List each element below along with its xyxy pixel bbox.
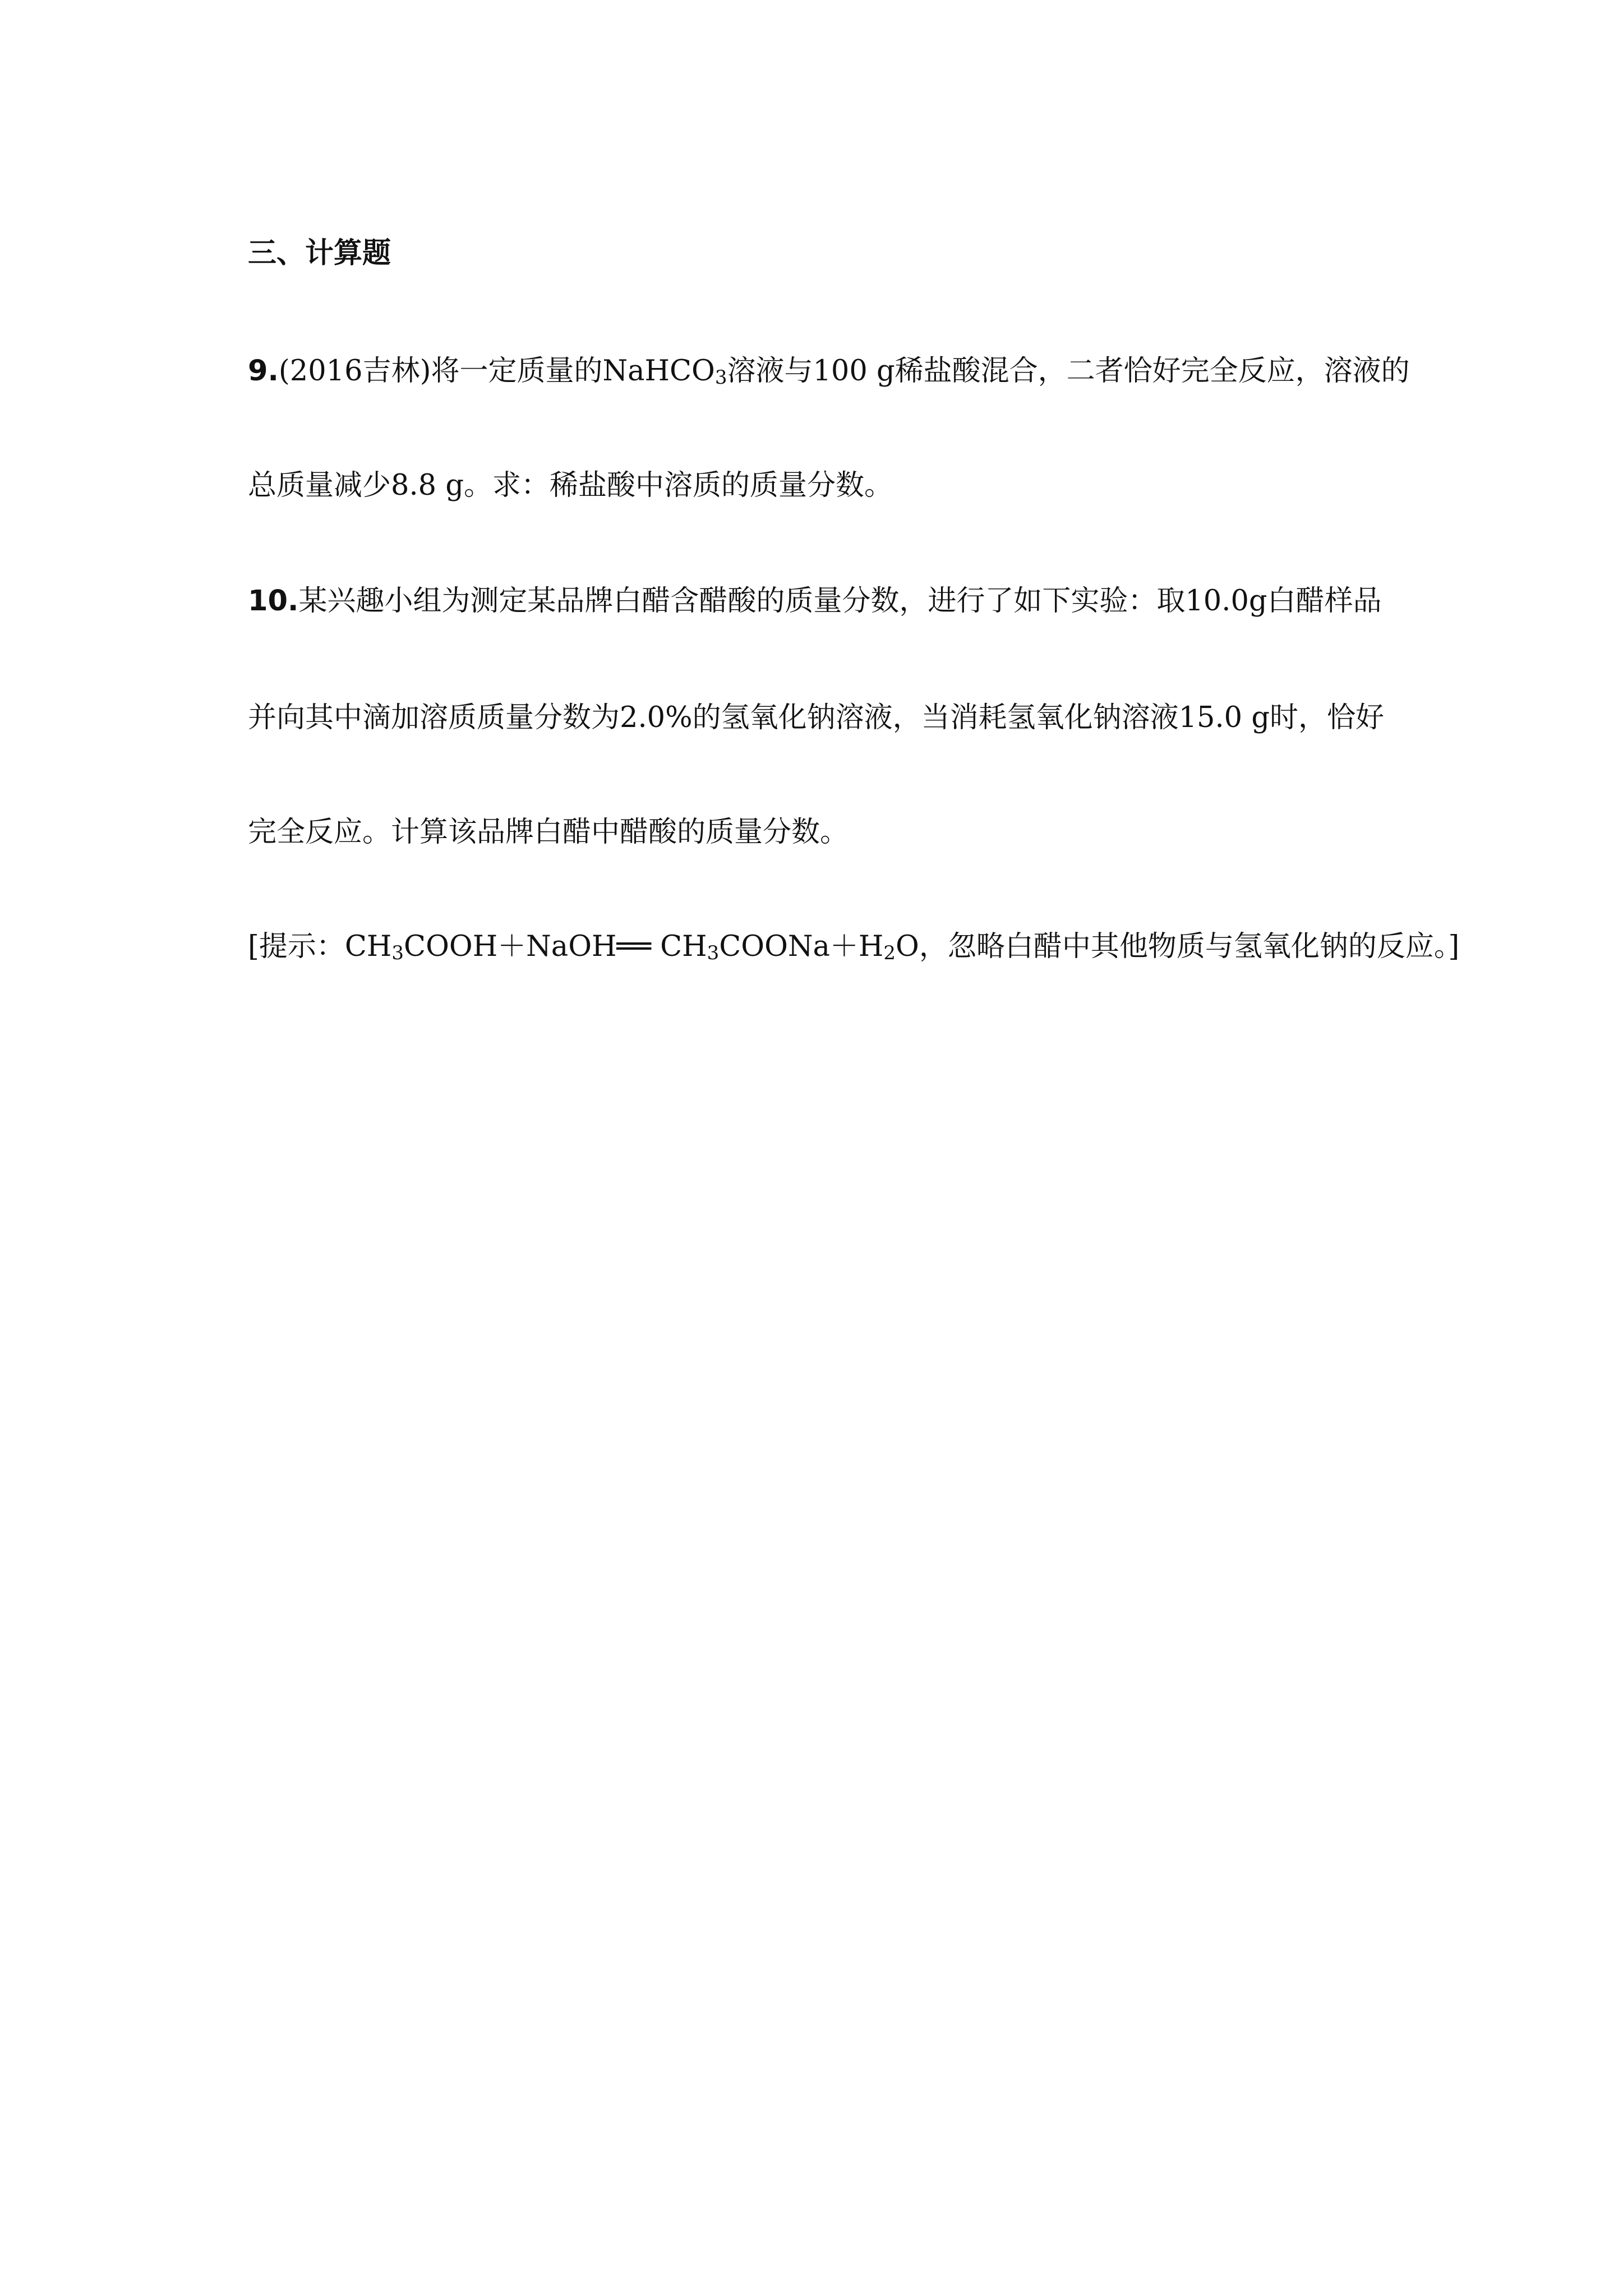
question-9-subscript: 3: [714, 366, 727, 389]
hint-subscript-3: 2: [883, 942, 896, 964]
hint-part-2: COOH＋NaOH══ CH: [404, 930, 707, 963]
question-10-text-1: 某兴趣小组为测定某品牌白醋含醋酸的质量分数，进行了如下实验：取10.0g白醋样品: [298, 585, 1382, 618]
question-9-text-a: (2016吉林)将一定质量的NaHCO: [278, 355, 715, 388]
question-10-line-2: 并向其中滴加溶质质量分数为2.0%的氢氧化钠溶液，当消耗氢氧化钠溶液15.0 g时，恰好: [248, 701, 1384, 734]
question-10-number: 10.: [248, 585, 299, 618]
hint-part-3: COONa＋H: [719, 930, 884, 963]
question-10-line-1: [248, 583, 1382, 619]
hint-part-1: [提示：CH: [248, 930, 392, 963]
question-9-line-1: [248, 353, 1410, 389]
section-heading: 三、计算题: [248, 237, 391, 270]
question-10-line-3: 完全反应。计算该品牌白醋中醋酸的质量分数。: [248, 816, 849, 849]
question-9-line-2: 总质量减少8.8 g。求：稀盐酸中溶质的质量分数。: [248, 469, 893, 502]
question-9-text-b: 溶液与100 g稀盐酸混合，二者恰好完全反应，溶液的: [727, 355, 1410, 388]
question-9-number: 9.: [248, 355, 279, 388]
hint-part-4: O，忽略白醋中其他物质与氢氧化钠的反应。]: [896, 930, 1460, 963]
hint-subscript-1: 3: [391, 942, 404, 964]
hint-line: [248, 929, 1459, 965]
hint-subscript-2: 3: [707, 942, 720, 964]
